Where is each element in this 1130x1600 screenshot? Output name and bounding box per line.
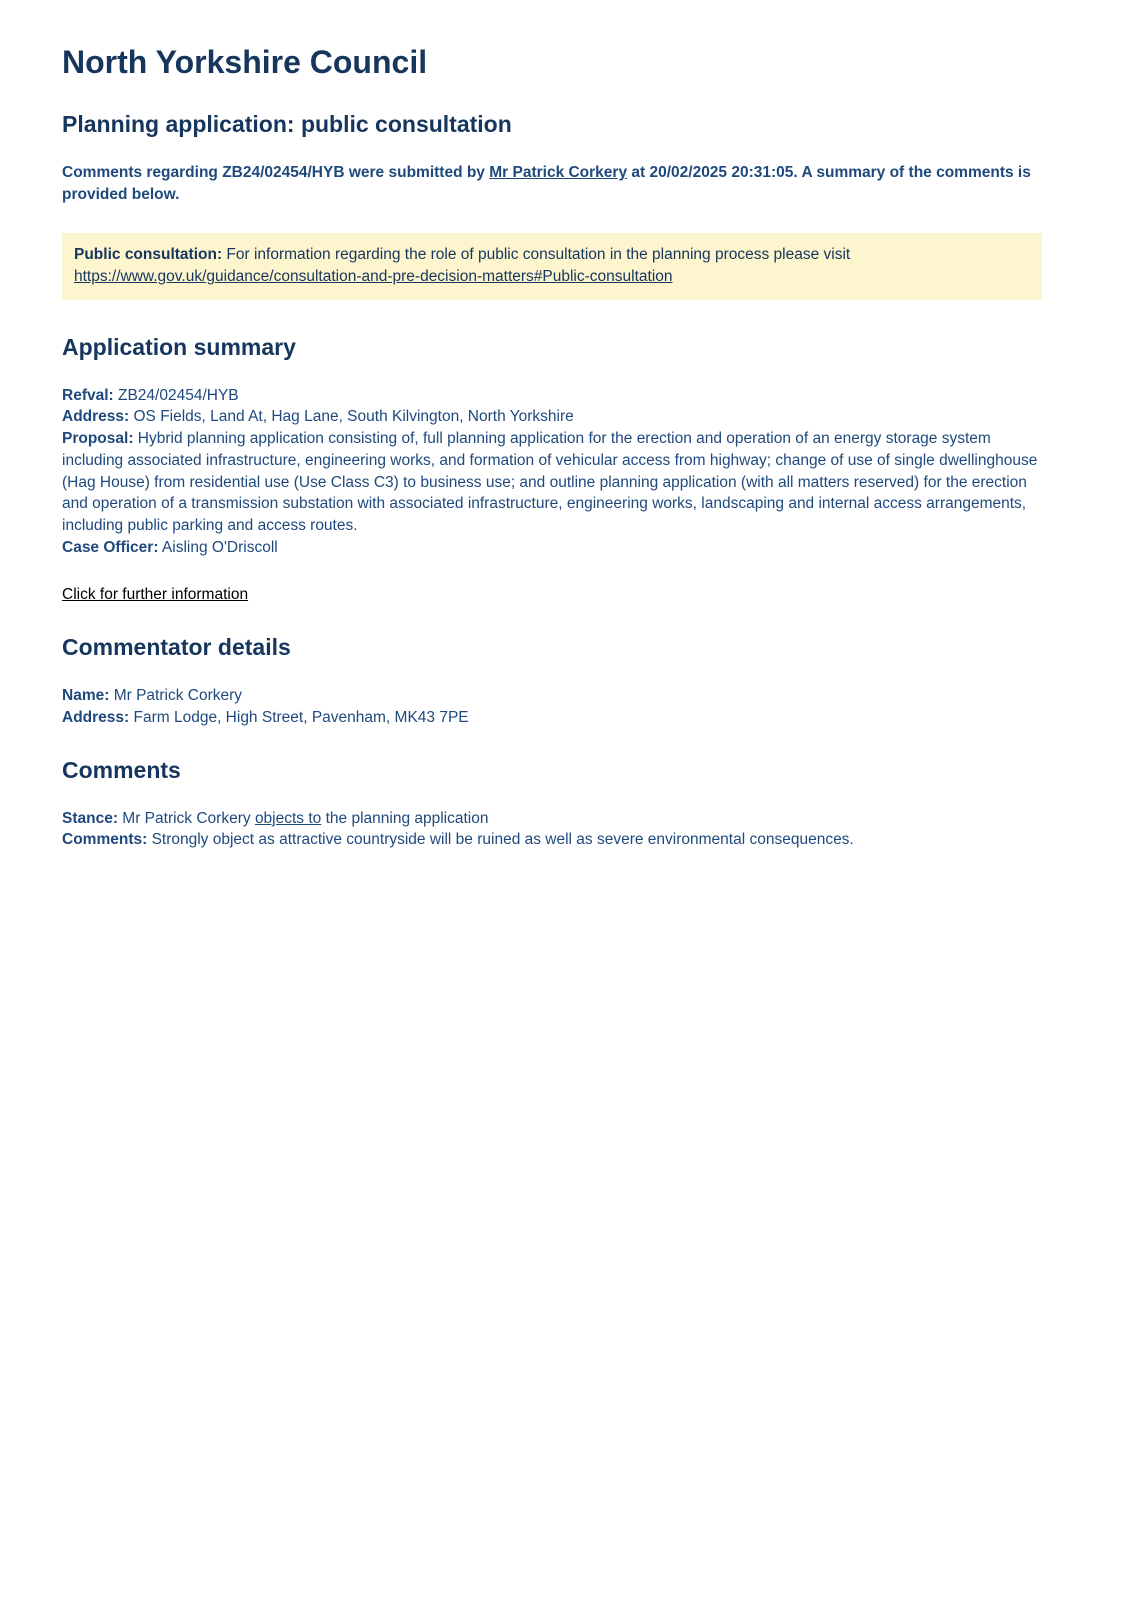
site-address-line — [62, 406, 1042, 428]
refval-label: Refval: — [62, 386, 114, 404]
site-address-value: OS Fields, Land At, Hag Lane, South Kilvington, North Yorkshire — [129, 408, 574, 426]
commentator-address-line — [62, 707, 1042, 729]
stance-objects-link[interactable]: objects to — [254, 809, 322, 827]
public-consultation-notice — [62, 233, 1042, 299]
application-summary-heading: Application summary — [62, 333, 296, 360]
stance-text-1: Mr Patrick Corkery — [118, 809, 255, 827]
comments-label: Comments: — [62, 831, 148, 849]
refval-line — [62, 385, 1042, 407]
case-officer-value: Aisling O'Driscoll — [158, 538, 278, 556]
notice-label: Public consultation: — [74, 246, 223, 264]
comments-details — [62, 808, 1042, 851]
intro-text-1: Comments regarding ZB24/02454/HYB were submitted by — [62, 164, 490, 181]
commentator-address-value: Farm Lodge, High Street, Pavenham, MK43 7PE — [129, 708, 469, 726]
commentator-address-label: Address: — [62, 708, 130, 726]
application-summary-details — [62, 385, 1042, 559]
site-address-label: Address: — [62, 408, 130, 426]
commentator-name-line — [62, 685, 1042, 707]
commenter-link[interactable]: Mr Patrick Corkery — [489, 164, 628, 181]
consultation-subtitle: Planning application: public consultation — [62, 111, 512, 137]
proposal-line — [62, 428, 1042, 536]
proposal-value: Hybrid planning application consisting of, full planning application for the erection and operation of an energy storage system including associated infrastructure, engineering works, and formation of vehicular access from highway; change of use of single dwellinghouse (Hag House) from residential use (Use Class C3) to business use; and outline planning application (with all matters reserved) for the erection and operation of a transmission substation with associated infrastructure, engineering works, landscaping and internal access arrangements, including public parking and access routes. — [62, 430, 1038, 534]
commentator-details-heading: Commentator details — [62, 634, 291, 661]
further-information-link[interactable]: Click for further information — [62, 586, 249, 604]
intro-text-2: at 20/02/2025 20:31:05. A summary of the comments is provided below. — [62, 164, 1031, 203]
refval-value: ZB24/02454/HYB — [113, 386, 239, 404]
stance-text-2: the planning application — [321, 809, 489, 827]
intro-paragraph — [62, 162, 1042, 205]
commentator-name-label: Name: — [62, 687, 110, 705]
commentator-name-value: Mr Patrick Corkery — [109, 687, 243, 705]
notice-text: For information regarding the role of public consultation in the planning process please visit — [222, 246, 851, 264]
comments-text-line — [62, 829, 1042, 851]
stance-line — [62, 808, 1042, 830]
commentator-details — [62, 685, 1042, 728]
case-officer-label: Case Officer: — [62, 538, 159, 556]
gov-uk-consultation-link[interactable]: https://www.gov.uk/guidance/consultation-and-pre-decision-matters#Public-consultation — [74, 268, 673, 286]
comments-heading: Comments — [62, 756, 181, 783]
case-officer-line — [62, 537, 1042, 559]
proposal-label: Proposal: — [62, 430, 134, 448]
stance-label: Stance: — [62, 809, 118, 827]
comments-value: Strongly object as attractive countryside will be ruined as well as severe environmental consequences. — [147, 831, 854, 849]
page-title: North Yorkshire Council — [62, 44, 428, 80]
